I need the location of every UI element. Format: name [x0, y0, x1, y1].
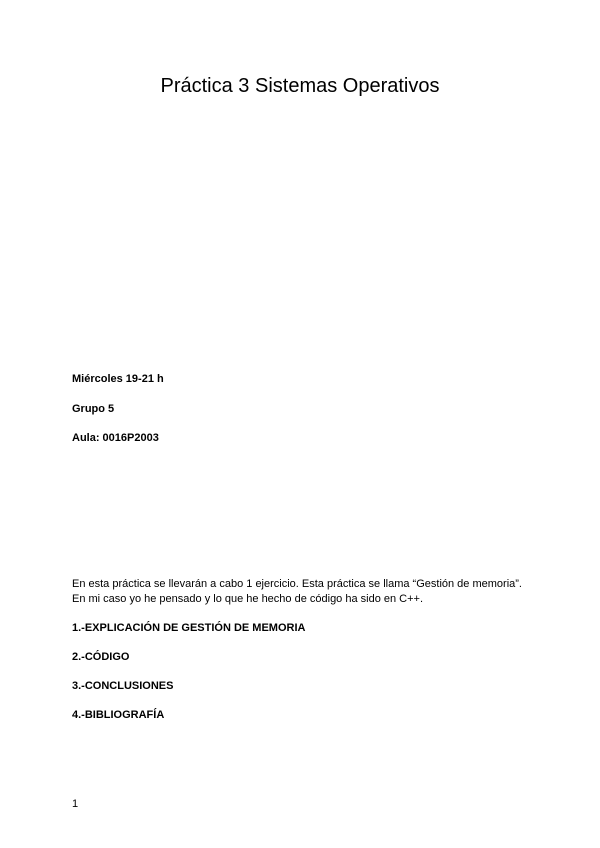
- room-text: Aula: 0016P2003: [72, 432, 159, 444]
- intro-paragraph: [72, 577, 542, 607]
- section-heading-4: 4.-BIBLIOGRAFÍA: [72, 709, 165, 721]
- document-title: Práctica 3 Sistemas Operativos: [160, 75, 440, 97]
- group-text: Grupo 5: [72, 403, 115, 415]
- intro-line-1: En esta práctica se llevarán a cabo 1 ejercicio. Esta práctica se llama “Gestión de memoria”.: [72, 578, 522, 590]
- intro-line-2: En mi caso yo he pensado y lo que he hecho de código ha sido en C++.: [72, 593, 424, 605]
- section-heading-3: 3.-CONCLUSIONES: [72, 680, 174, 692]
- section-heading-2: 2.-CÓDIGO: [72, 651, 130, 663]
- section-heading-1: 1.-EXPLICACIÓN DE GESTIÓN DE MEMORIA: [72, 622, 306, 634]
- schedule-text: Miércoles 19-21 h: [72, 373, 164, 385]
- page-number: 1: [72, 798, 79, 810]
